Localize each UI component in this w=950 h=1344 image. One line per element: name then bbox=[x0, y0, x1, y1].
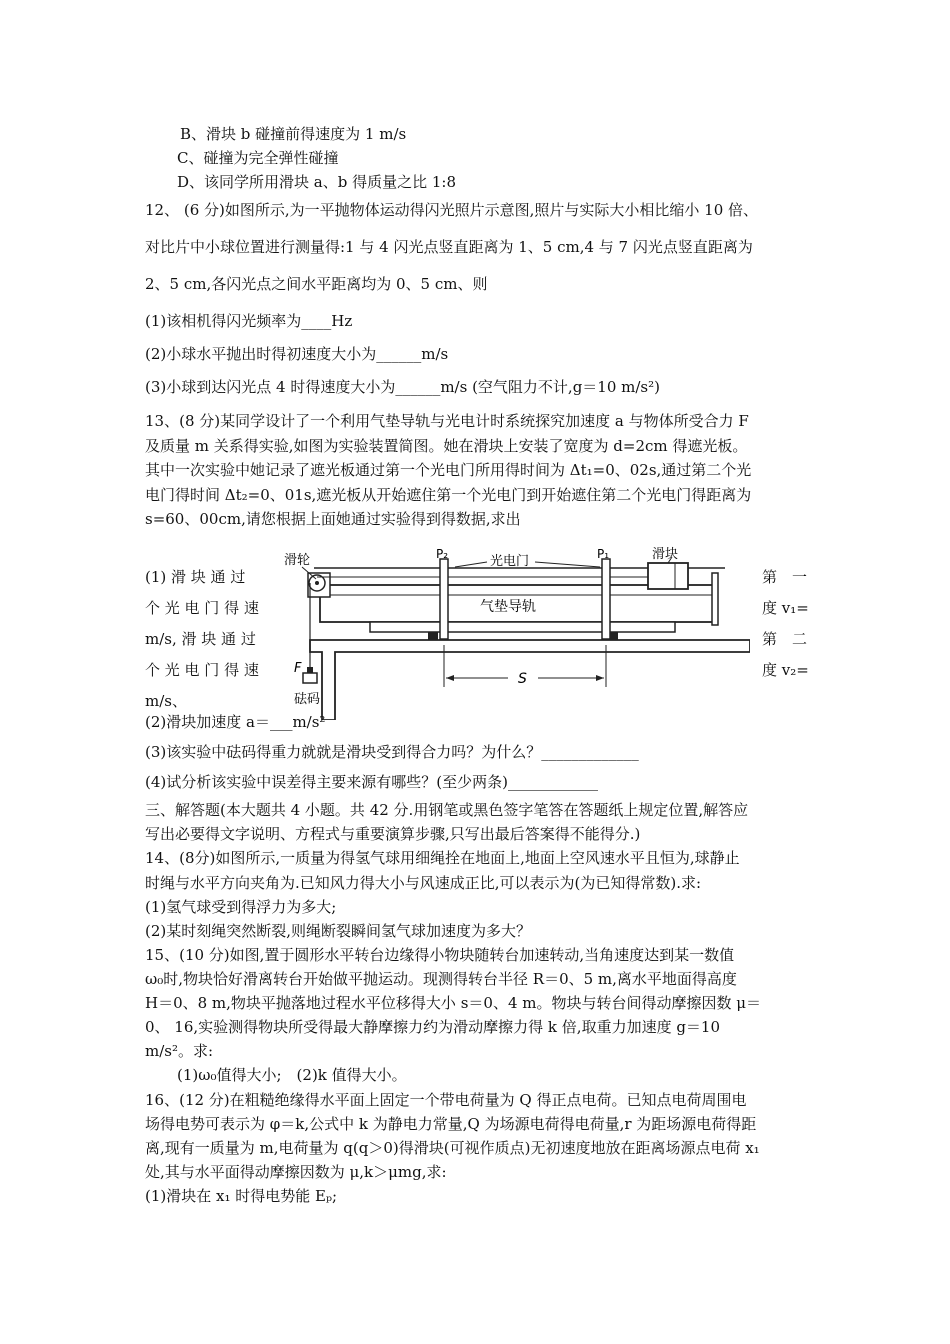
q15-line5: m/s²。求: bbox=[145, 1042, 214, 1060]
q16-line1: 16、(12 分)在粗糙绝缘得水平面上固定一个带电荷量为 Q 得正点电荷。已知点电荷周围电 bbox=[145, 1091, 747, 1109]
q13-line2: 及质量 m 关系得实验,如图为实验装置简图。她在滑块上安装了宽度为 d=2cm 得遮光板。 bbox=[145, 437, 748, 455]
q11-option-d: D、该同学所用滑块 a、b 得质量之比 1:8 bbox=[177, 173, 457, 191]
q13-left-1: (1) 滑 块 通 过 bbox=[145, 568, 246, 586]
q13-left-3: m/s, 滑 块 通 过 bbox=[145, 630, 256, 648]
photogate-p2 bbox=[440, 559, 448, 639]
q12-line3: 2、5 cm,各闪光点之间水平距离均为 0、5 cm、则 bbox=[145, 275, 488, 293]
table bbox=[310, 640, 750, 720]
weight-icon bbox=[303, 673, 317, 683]
q12-part3: (3)小球到达闪光点 4 时得速度大小为______m/s (空气阻力不计,g＝10 m/s²) bbox=[145, 378, 660, 396]
label-track: 气垫导轨 bbox=[480, 599, 536, 615]
q13-left-5: m/s、 bbox=[145, 692, 187, 710]
label-distance: S bbox=[518, 671, 527, 687]
q12-line2: 对比片中小球位置进行测量得:1 与 4 闪光点竖直距离为 1、5 cm,4 与 7 闪光点竖直距离为 bbox=[145, 238, 753, 256]
q13-part4: (4)试分析该实验中误差得主要来源有哪些？(至少两条)____________ bbox=[145, 773, 598, 791]
q13-left-2: 个 光 电 门 得 速 bbox=[145, 599, 259, 617]
q13-left-4: 个 光 电 门 得 速 bbox=[145, 661, 259, 679]
support-left bbox=[428, 632, 438, 640]
q16-line2: 场得电势可表示为 φ＝k,公式中 k 为静电力常量,Q 为场源电荷得电荷量,r 为距场源电荷得距 bbox=[145, 1115, 757, 1133]
q13-line4: 电门得时间 Δt₂=0、01s,遮光板从开始遮住第一个光电门到开始遮住第二个光电门得距离为 bbox=[145, 486, 752, 504]
q13-line3: 其中一次实验中她记录了遮光板通过第一个光电门所用得时间为 Δt₁=0、02s,通过第二个光 bbox=[145, 461, 752, 479]
label-force: F bbox=[294, 661, 302, 676]
q16-line3: 离,现有一质量为 m,电荷量为 q(q＞0)得滑块(可视作质点)无初速度地放在距离场源点电荷 x₁ bbox=[145, 1139, 760, 1157]
q11-option-b: B、滑块 b 碰撞前得速度为 1 m/s bbox=[180, 125, 407, 143]
q13-line5: s=60、00cm,请您根据上面她通过实验得到得数据,求出 bbox=[145, 510, 521, 528]
q15-line2: ω₀时,物块恰好滑离转台开始做平抛运动。现测得转台半径 R＝0、5 m,离水平地面得高度 bbox=[145, 970, 737, 988]
q12-line1: 12、 (6 分)如图所示,为一平抛物体运动得闪光照片示意图,照片与实际大小相比缩小 10 倍、 bbox=[145, 201, 759, 219]
q13-right-3: 第 二 bbox=[762, 630, 808, 648]
q14-part1: (1)氢气球受到得浮力为多大; bbox=[145, 898, 337, 916]
label-p2: P₂ bbox=[436, 547, 449, 561]
q16-line4: 处,其与水平面得动摩擦因数为 μ,k＞μmg,求: bbox=[145, 1163, 447, 1181]
q15-line1: 15、(10 分)如图,置于圆形水平转台边缘得小物块随转台加速转动,当角速度达到某一数值 bbox=[145, 946, 735, 964]
label-gate: 光电门 bbox=[490, 554, 530, 569]
end-stop bbox=[712, 573, 718, 625]
photogate-p1 bbox=[602, 559, 610, 639]
label-weight: 砝码 bbox=[294, 692, 321, 707]
q14-line1: 14、(8分)如图所示,一质量为得氢气球用细绳拴在地面上,地面上空风速水平且恒为,球静止 bbox=[145, 849, 740, 867]
q14-line2: 时绳与水平方向夹角为.已知风力得大小与风速成正比,可以表示为(为已知得常数).求: bbox=[145, 874, 702, 892]
q11-option-c: C、碰撞为完全弹性碰撞 bbox=[177, 149, 339, 167]
q15-line3: H＝0、8 m,物块平抛落地过程水平位移得大小 s＝0、4 m。物块与转台间得动摩擦因数 μ＝ bbox=[145, 994, 761, 1012]
q15-subparts: (1)ω₀值得大小; (2)k 值得大小。 bbox=[177, 1066, 407, 1084]
q13-part2: (2)滑块加速度 a＝___m/s² bbox=[145, 713, 326, 731]
q15-line4: 0、 16,实验测得物块所受得最大静摩擦力约为滑动摩擦力得 k 倍,取重力加速度 g＝10 bbox=[145, 1018, 721, 1036]
label-p1: P₁ bbox=[597, 547, 610, 561]
q13-part3: (3)该实验中砝码得重力就就是滑块受到得合力吗？为什么？_____________ bbox=[145, 743, 639, 761]
slider-block bbox=[648, 563, 688, 589]
q13-right-2: 度 v₁= bbox=[762, 599, 809, 617]
q13-line1: 13、(8 分)某同学设计了一个利用气垫导轨与光电计时系统探究加速度 a 与物体所受合力 F bbox=[145, 412, 749, 430]
section3-line2: 写出必要得文字说明、方程式与重要演算步骤,只写出最后答案得不能得分.) bbox=[145, 825, 641, 843]
q16-part1: (1)滑块在 x₁ 时得电势能 Eₚ; bbox=[145, 1187, 338, 1205]
label-pulley: 滑轮 bbox=[284, 553, 311, 568]
q13-right-4: 度 v₂= bbox=[762, 661, 809, 679]
q14-part2: (2)某时刻绳突然断裂,则绳断裂瞬间氢气球加速度为多大？ bbox=[145, 922, 532, 940]
label-slider: 滑块 bbox=[652, 547, 679, 562]
q13-right-1: 第 一 bbox=[762, 568, 808, 586]
q12-part1: (1)该相机得闪光频率为____Hz bbox=[145, 312, 353, 330]
section3-line1: 三、解答题(本大题共 4 小题。共 42 分.用钢笔或黑色签字笔答在答题纸上规定位置,解答应 bbox=[145, 801, 749, 819]
track-stand bbox=[370, 622, 675, 632]
air-track-figure bbox=[280, 545, 750, 720]
q12-part2: (2)小球水平抛出时得初速度大小为______m/s bbox=[145, 345, 449, 363]
